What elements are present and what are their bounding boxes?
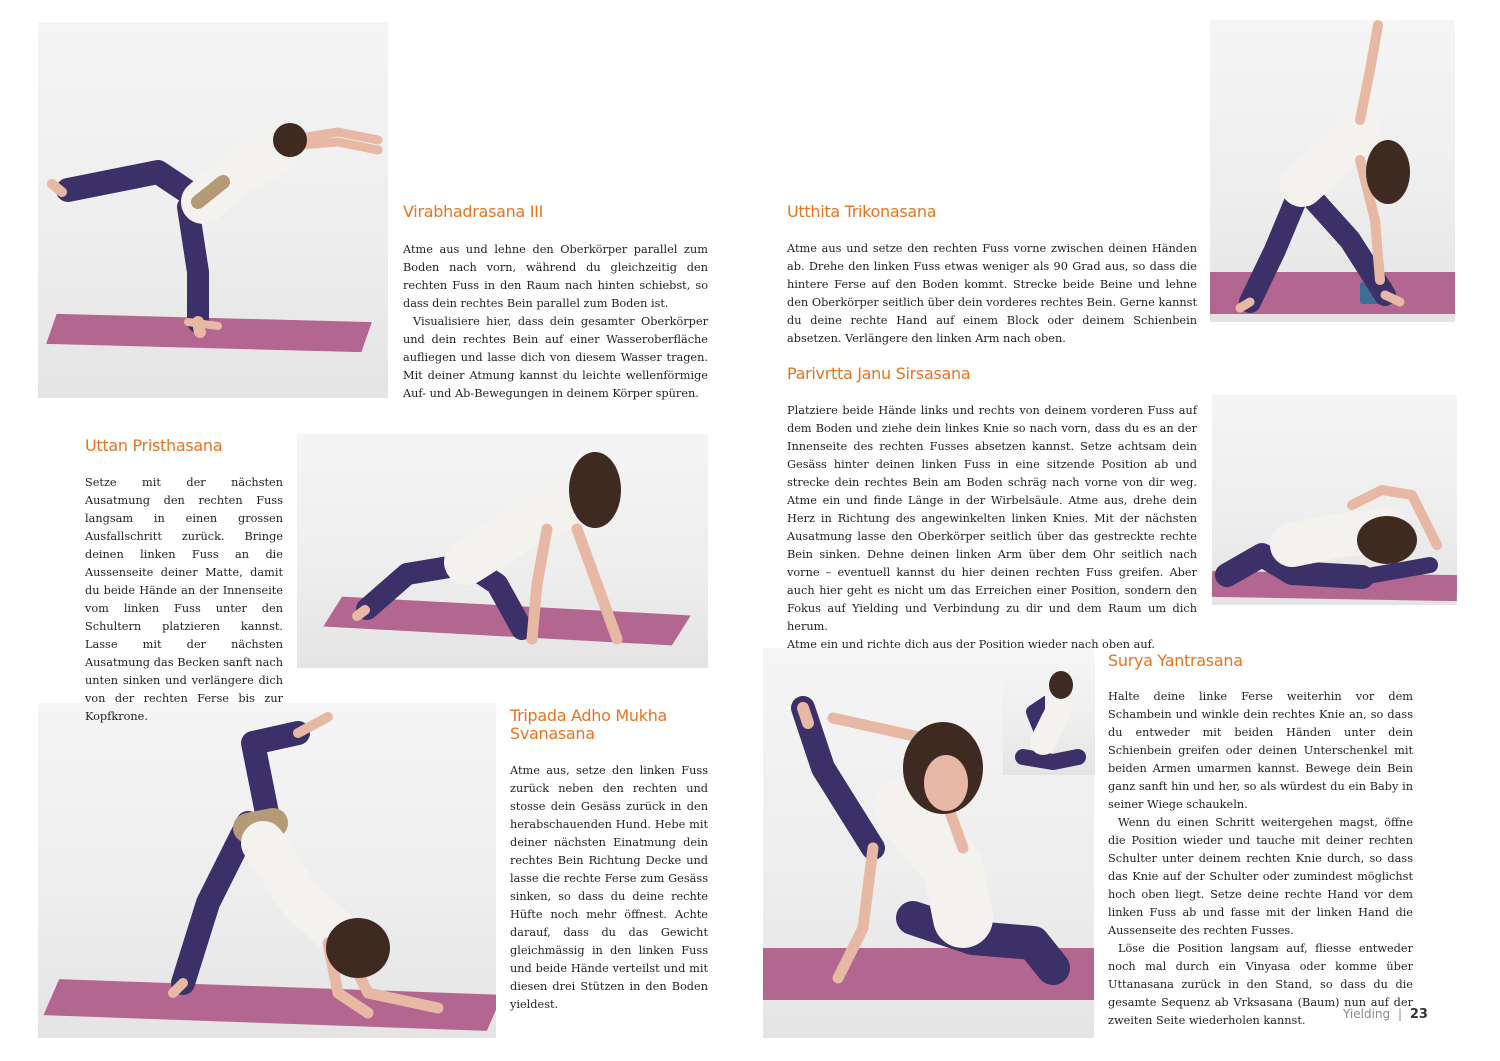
yoga-pose-photo: [1210, 20, 1455, 322]
section-title: Virabhadrasana III: [403, 202, 543, 221]
section-title: Surya Yantrasana: [1108, 651, 1243, 670]
photo-virabhadrasana: [38, 22, 388, 398]
section-body: [510, 762, 708, 1014]
section-body: [1108, 688, 1413, 1030]
paragraph: Setze mit der nächsten Ausatmung den rechten Fuss langsam in einen grossen Ausfallschritt zurück. Bringe deinen linken Fuss an die Aussenseite deiner Matte, damit du beide Hände an der Innenseite vom linken Fuss unter den Schultern platzieren kannst. Lasse mit der nächsten Ausatmung das Becken sanft nach unten sinken und verlängere dich von der rechten Ferse bis zur Kopfkrone.: [85, 476, 283, 723]
photo-utthita: [1210, 20, 1455, 322]
section-body: [787, 402, 1197, 654]
photo-parivrtta: [1212, 395, 1457, 605]
paragraph: Halte deine linke Ferse weiterhin vor dem Schambein und winkle dein rechtes Knie an, so dass du entweder mit beiden Händen unter dein Schienbein greifen oder deinen Unterschenkel mit beiden Armen umarmen kannst. Bewege dein Bein ganz sanft hin und her, so als würdest du ein Baby in seiner Wiege schaukeln.: [1108, 690, 1413, 811]
paragraph: Atme aus und lehne den Oberkörper parallel zum Boden nach vorn, während du gleichzeitig den rechten Fuss in den Raum nach hinten schiebst, so dass dein rechtes Bein parallel zum Boden ist.: [403, 243, 708, 310]
footer-label: Yielding: [1343, 1007, 1391, 1021]
yoga-pose-photo: [1212, 395, 1457, 605]
paragraph: Visualisiere hier, dass dein gesamter Oberkörper und dein rechtes Bein auf einer Wasseroberfläche aufliegen und lasse dich von diesem Wasser tragen. Mit deiner Atmung kannst du leichte wellenförmige Auf- und Ab-Bewegungen in deinem Körper spüren.: [403, 315, 708, 400]
photo-uttan: [297, 434, 708, 668]
paragraph: Löse die Position langsam auf, fliesse entweder noch mal durch ein Vinyasa oder komme über Uttanasana zurück in den Stand, so dass du die gesamte Sequenz ab Vrksasana (Baum) nun auf der zweiten Seite wiederholen kannst.: [1108, 942, 1413, 1027]
section-title: Parivrtta Janu Sirsasana: [787, 364, 971, 383]
section-body: [403, 241, 708, 403]
photo-surya-inset: [1003, 657, 1095, 775]
page-footer: [1343, 1007, 1428, 1022]
paragraph: Atme ein und richte dich aus der Position wieder nach oben auf.: [787, 638, 1156, 651]
yoga-pose-photo: [38, 703, 496, 1038]
yoga-pose-photo: [38, 22, 388, 398]
yoga-pose-photo: [1003, 657, 1095, 775]
photo-tripada: [38, 703, 496, 1038]
yoga-pose-photo: [297, 434, 708, 668]
footer-separator: |: [1397, 1007, 1403, 1021]
page-number: 23: [1409, 1007, 1428, 1022]
section-title: Uttan Pristhasana: [85, 436, 223, 455]
section-body: [85, 474, 283, 726]
section-title: Utthita Trikonasana: [787, 202, 937, 221]
paragraph: Atme aus und setze den rechten Fuss vorne zwischen deinen Händen ab. Drehe den linken Fuss etwas weniger als 90 Grad aus, so dass die hintere Ferse auf den Boden kommt. Strecke beide Beine und lehne den Oberkörper seitlich über dein vorderes rechtes Bein. Gerne kannst du deine rechte Hand auf einem Block oder deinem Schienbein absetzen. Verlängere den linken Arm nach oben.: [787, 242, 1197, 345]
paragraph: Wenn du einen Schritt weitergehen magst, öffne die Position wieder und tauche mit deiner rechten Schulter unter deinem rechten Knie durch, so dass das Knie auf der Schulter oder zumindest möglichst hoch oben liegt. Setze deine rechte Hand vor dem linken Fuss ab und fasse mit der linken Hand die Aussenseite des rechten Fusses.: [1108, 816, 1413, 937]
section-body: [787, 240, 1197, 348]
section-title: Tripada Adho Mukha Svanasana: [510, 706, 668, 743]
paragraph: Atme aus, setze den linken Fuss zurück neben den rechten und stosse dein Gesäss zurück in den herabschauenden Hund. Hebe mit deiner nächsten Einatmung dein rechtes Bein Richtung Decke und lasse die rechte Ferse zum Gesäss sinken, so dass du deine rechte Hüfte noch mehr öffnest. Achte darauf, dass du das Gewicht gleichmässig in den linken Fuss und beide Hände verteilst und mit diesen drei Stützen in den Boden yieldest.: [510, 764, 708, 1011]
paragraph: Platziere beide Hände links und rechts von deinem vorderen Fuss auf dem Boden und ziehe dein linkes Knie so nach vorn, dass du es an der Innenseite des rechten Fusses absetzen kannst. Setze achtsam dein Gesäss hinter deinen linken Fuss in eine sitzende Position ab und strecke dein rechtes Bein am Boden schräg nach vorne von dir weg. Atme ein und finde Länge in der Wirbelsäule. Atme aus, drehe dein Herz in Richtung des angewinkelten linken Knies. Mit der nächsten Ausatmung lasse den Oberkörper seitlich über das gestreckte rechte Bein sinken. Dehne deinen linken Arm über dem Ohr seitlich nach vorne – eventuell kannst du hier deinen rechten Fuss greifen. Aber auch hier geht es nicht um das Erreichen einer Position, sondern den Fokus auf Yielding und Verbindung zu dir und dem Raum um dich herum.: [787, 404, 1197, 633]
